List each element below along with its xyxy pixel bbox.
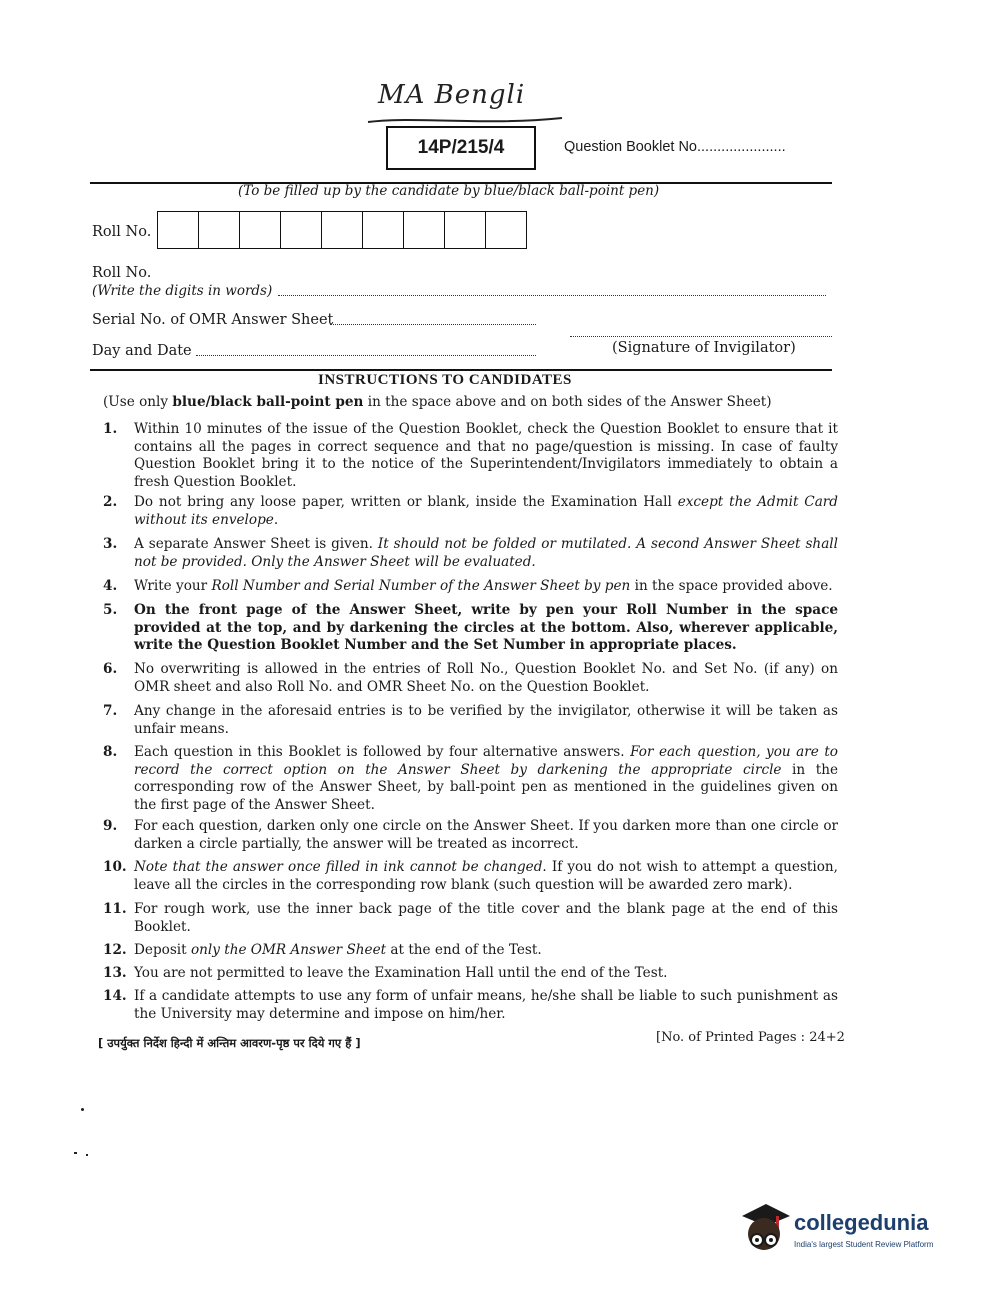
day-date-line[interactable] [196, 355, 536, 356]
instruction-item [103, 942, 838, 960]
roll-no-label: Roll No. [92, 224, 152, 240]
item-text [134, 942, 838, 960]
instruction-item [103, 744, 838, 814]
booklet-code: 14P/215/4 [417, 137, 505, 158]
roll-digit-box[interactable] [240, 212, 281, 248]
roll-digit-box[interactable] [486, 212, 526, 248]
item-text: For each question, darken only one circle on the Answer Sheet. If you darken more than one circle or darken a circle partially, the answer will be treated as incorrect. [134, 818, 838, 852]
instruction-item [103, 988, 838, 1023]
intro-text: in the space above and on both sides of the Answer Sheet) [363, 394, 772, 410]
instructions-intro [103, 394, 838, 412]
item-number: 12. [103, 942, 127, 958]
item-number: 13. [103, 965, 127, 981]
item-text: No overwriting is allowed in the entries of Roll No., Question Booklet No. and Set No. (if any) on OMR sheet and also Roll No. and OMR Sheet No. on the Question Booklet. [134, 661, 838, 695]
item-text-part: Each question in this Booklet is followed by four alternative answers. [134, 744, 631, 760]
item-text-part: Deposit [134, 942, 191, 958]
stray-mark [86, 1154, 88, 1156]
item-text-italic: only the OMR Answer Sheet [190, 942, 387, 958]
roll-digit-box[interactable] [363, 212, 404, 248]
item-number: 10. [103, 859, 127, 875]
roll-digit-box[interactable] [404, 212, 445, 248]
item-number: 3. [103, 536, 118, 552]
instruction-item [103, 578, 838, 596]
roll-no-boxes[interactable] [157, 211, 527, 249]
instruction-item [103, 536, 838, 571]
intro-bold: blue/black ball-point pen [172, 394, 364, 410]
item-text-italic: Note that the answer once filled in ink cannot be changed. [134, 859, 547, 875]
fill-note: (To be filled up by the candidate by blue/black ball-point pen) [238, 183, 660, 199]
item-text: Any change in the aforesaid entries is to be verified by the invigilator, otherwise it will be taken as unfair means. [134, 703, 838, 737]
stray-mark [81, 1108, 84, 1111]
roll-digit-box[interactable] [281, 212, 322, 248]
instruction-item [103, 494, 838, 529]
item-number: 11. [103, 901, 127, 917]
item-text: Within 10 minutes of the issue of the Question Booklet, check the Question Booklet to ensure that it contains all the pages in correct sequence and that no page/question is missing. In case of faulty Question Booklet bring it to the notice of the Superintendent/Invigilators immediately to obtain a fresh Question Booklet. [134, 421, 838, 490]
item-text-part: in the corresponding row of the Answer Sheet, by ball-point pen as mentioned in the guidelines given on the first page of the Answer Sheet. [134, 761, 838, 813]
item-number: 6. [103, 661, 118, 677]
mascot-icon [736, 1196, 790, 1258]
printed-pages: [No. of Printed Pages : 24+2 [656, 1030, 845, 1045]
item-number: 8. [103, 744, 118, 760]
item-text-part: Do not bring any loose paper, written or blank, inside the Examination Hall [134, 494, 678, 510]
signature-label: (Signature of Invigilator) [612, 340, 796, 356]
instruction-item [103, 661, 838, 696]
roll-words-hint: (Write the digits in words) [92, 283, 273, 299]
roll-words-line[interactable] [278, 295, 826, 296]
hindi-note: [ उपर्युक्त निर्देश हिन्दी में अन्तिम आवरण-पृष्ठ पर दिये गए हैं ] [98, 1036, 361, 1050]
handwritten-title: MA Bengli [378, 80, 526, 110]
item-number: 1. [103, 421, 118, 437]
question-booklet-number: Question Booklet No...................... [564, 139, 786, 155]
serial-no-line[interactable] [330, 324, 536, 325]
item-text-part: A separate Answer Sheet is given. [134, 536, 378, 552]
instructions-heading: INSTRUCTIONS TO CANDIDATES [318, 372, 572, 388]
brand-tagline: India's largest Student Review Platform [794, 1240, 934, 1249]
item-text-italic: For each question, you are to record the correct option on the Answer Sheet by darkening the appropriate circle [134, 744, 838, 778]
instruction-item [103, 859, 838, 894]
instruction-item [103, 818, 838, 853]
item-text: You are not permitted to leave the Examination Hall until the end of the Test. [134, 965, 668, 981]
item-text-italic: Roll Number and Serial Number of the Answer Sheet by pen [211, 578, 631, 594]
item-text [134, 578, 838, 596]
item-number: 5. [103, 602, 118, 618]
item-number: 2. [103, 494, 118, 510]
item-text [134, 859, 838, 894]
item-text: For rough work, use the inner back page of the title cover and the blank page at the end of this Booklet. [134, 901, 838, 935]
instruction-item [103, 703, 838, 738]
day-date-label: Day and Date [92, 343, 192, 359]
roll-digit-box[interactable] [158, 212, 199, 248]
item-number: 4. [103, 578, 118, 594]
signature-line[interactable] [570, 336, 832, 337]
mid-rule [90, 369, 832, 371]
item-text-italic: except the Admit Card without its envelope. [134, 494, 838, 528]
item-text-part: at the end of the Test. [386, 942, 542, 958]
item-text-part: in the space provided above. [630, 578, 833, 594]
instruction-item [103, 965, 838, 983]
item-text [134, 744, 838, 814]
collegedunia-watermark [736, 1196, 966, 1266]
stray-mark [74, 1152, 77, 1154]
roll-digit-box[interactable] [322, 212, 363, 248]
item-text: On the front page of the Answer Sheet, write by pen your Roll Number in the space provided at the top, and by darkening the circles at the bottom. Also, wherever applicable, write the Question Booklet Number and the Set Number in appropriate places. [134, 602, 838, 653]
item-number: 9. [103, 818, 118, 834]
item-number: 14. [103, 988, 127, 1004]
item-text-part: If you do not wish to attempt a question, leave all the circles in the corresponding row blank (such question will be awarded zero mark). [134, 859, 839, 893]
serial-no-label: Serial No. of OMR Answer Sheet [92, 312, 334, 328]
item-text: If a candidate attempts to use any form of unfair means, he/she shall be liable to such punishment as the University may determine and impose on him/her. [134, 988, 838, 1022]
intro-text: (Use only [103, 394, 173, 410]
item-text-italic: It should not be folded or mutilated. A second Answer Sheet shall not be provided. Only the Answer Sheet will be evaluated. [134, 536, 838, 570]
instruction-item [103, 602, 838, 655]
roll-digit-box[interactable] [445, 212, 486, 248]
brand-name: collegedunia [794, 1210, 929, 1235]
item-text-part: Write your [134, 578, 212, 594]
booklet-code-box [386, 126, 536, 170]
instruction-item [103, 421, 838, 491]
roll-words-label: Roll No. [92, 265, 152, 281]
item-number: 7. [103, 703, 118, 719]
item-text [134, 536, 838, 571]
item-text [134, 494, 838, 529]
instruction-item [103, 901, 838, 936]
roll-digit-box[interactable] [199, 212, 240, 248]
